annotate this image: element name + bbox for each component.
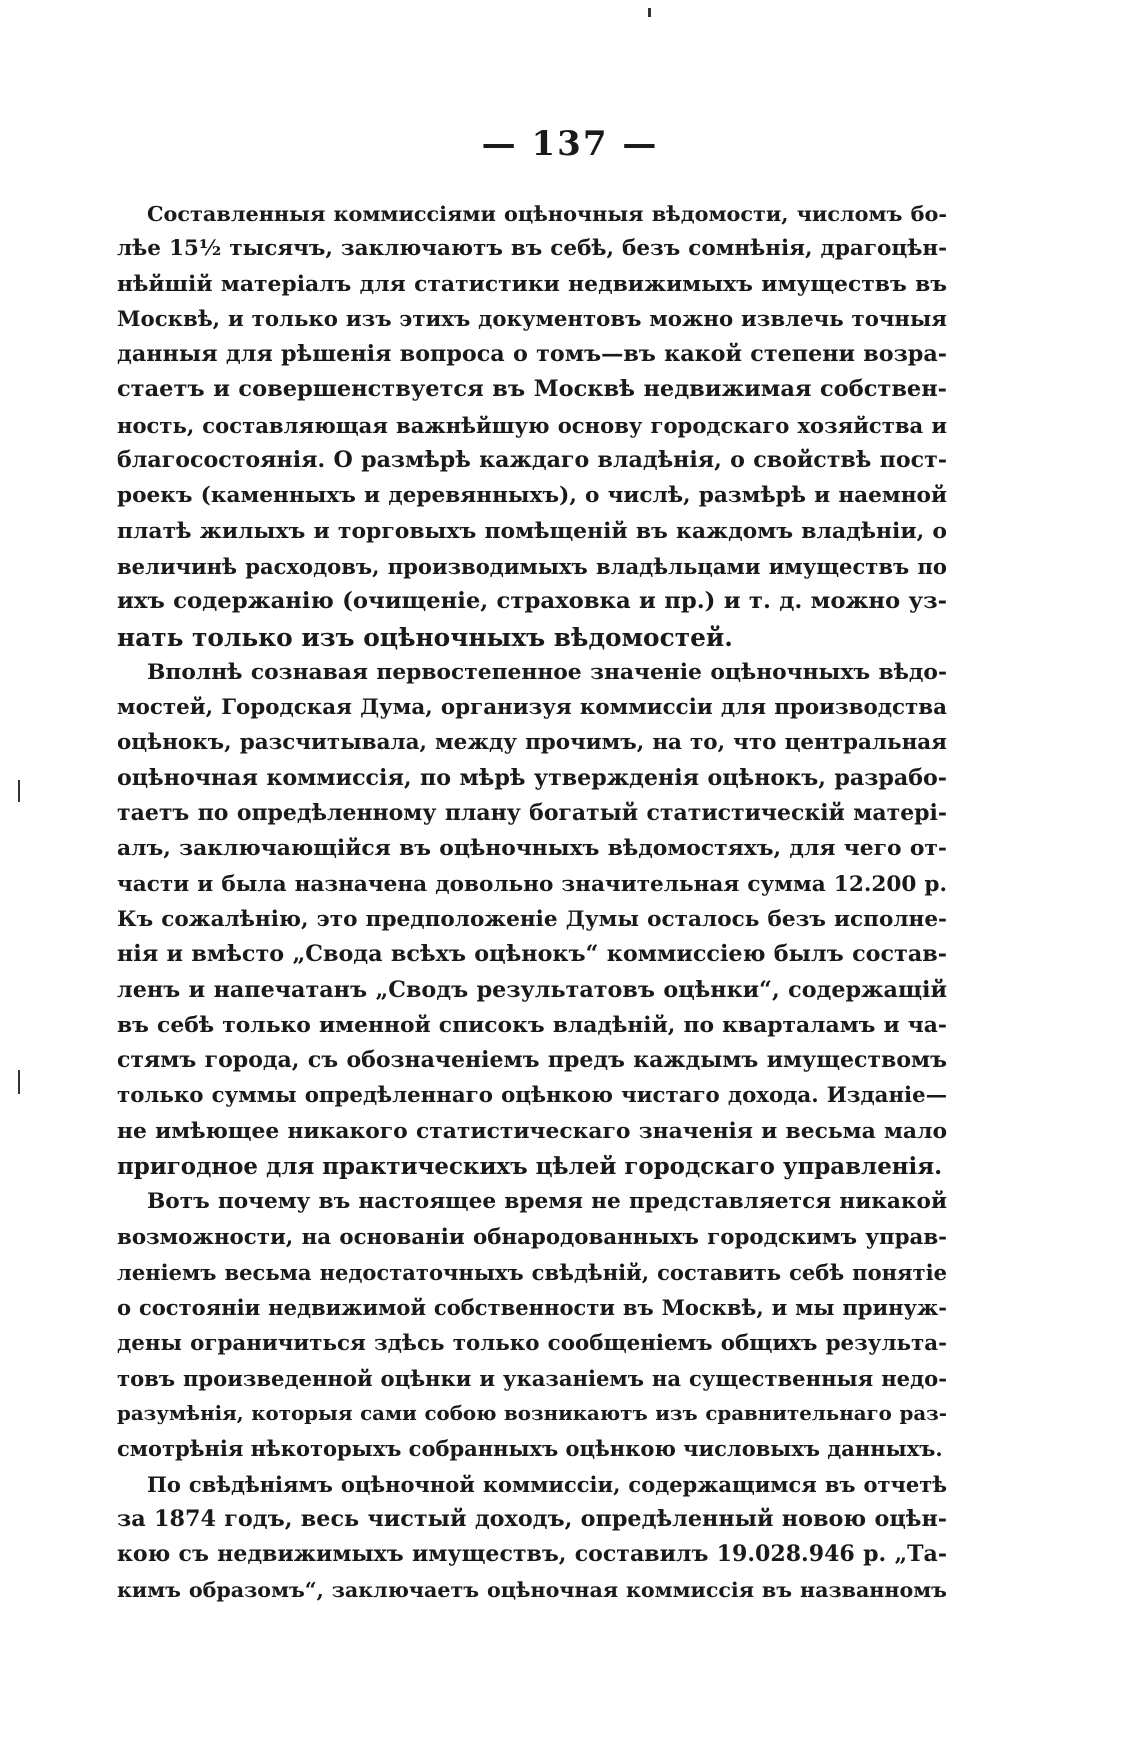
paragraph xyxy=(117,655,947,1184)
text-line: Вотъ почему въ настоящее время не представляется никакой xyxy=(147,1189,947,1215)
text-line: нѣйшій матеріалъ для статистики недвижимыхъ имуществъ въ xyxy=(117,270,947,297)
text-line: кимъ образомъ“, заключаетъ оцѣночная коммиссія въ названномъ xyxy=(117,1577,947,1602)
text-line: Къ сожалѣнію, это предположеніе Думы осталось безъ исполне- xyxy=(117,906,947,932)
page-number: — 137 — xyxy=(481,124,659,164)
body-text xyxy=(117,196,947,1608)
text-line: По свѣдѣніямъ оцѣночной коммиссіи, содержащимся въ отчетѣ xyxy=(147,1471,947,1497)
text-line: ленъ и напечатанъ „Сводъ результатовъ оцѣнки“, содержащій xyxy=(117,976,947,1003)
text-line: Москвѣ, и только изъ этихъ документовъ можно извлечь точныя xyxy=(117,306,947,332)
text-line: дены ограничиться здѣсь только сообщеніемъ общихъ результа- xyxy=(117,1330,947,1356)
text-line: товъ произведенной оцѣнки и указаніемъ на существенныя недо- xyxy=(117,1365,947,1391)
text-line: возможности, на основаніи обнародованныхъ городскимъ управ- xyxy=(117,1224,947,1250)
margin-mark xyxy=(18,1070,20,1094)
text-line: леніемъ весьма недостаточныхъ свѣдѣній, составить себѣ понятіе xyxy=(117,1259,947,1285)
paragraph xyxy=(117,1184,947,1466)
text-line: нать только изъ оцѣночныхъ вѣдомостей. xyxy=(117,622,733,652)
text-line: ихъ содержанію (очищеніе, страховка и пр.) и т. д. можно уз- xyxy=(117,588,947,615)
text-line: за 1874 годъ, весь чистый доходъ, опредѣленный новою оцѣн- xyxy=(117,1505,947,1532)
paragraph xyxy=(117,1467,947,1608)
text-line: разумѣнія, которыя сами собою возникаютъ изъ сравнительнаго раз- xyxy=(117,1401,947,1426)
text-line: не имѣющее никакого статистическаго значенія и весьма мало xyxy=(117,1118,947,1144)
text-line: мостей, Городская Дума, организуя коммиссіи для производства xyxy=(117,695,947,721)
text-line: смотрѣнія нѣкоторыхъ собранныхъ оцѣнкою числовыхъ данныхъ. xyxy=(117,1436,943,1462)
text-line: данныя для рѣшенія вопроса о томъ—въ какой степени возра- xyxy=(117,341,947,368)
text-line: стаетъ и совершенствуется въ Москвѣ недвижимая собствен- xyxy=(117,376,947,403)
text-line: о состояніи недвижимой собственности въ Москвѣ, и мы принуж- xyxy=(117,1295,947,1321)
text-line: алъ, заключающійся въ оцѣночныхъ вѣдомостяхъ, для чего от- xyxy=(117,835,947,862)
text-line: роекъ (каменныхъ и деревянныхъ), о числѣ, размѣрѣ и наемной xyxy=(117,483,947,509)
text-line: величинѣ расходовъ, производимыхъ владѣльцами имуществъ по xyxy=(117,553,947,579)
text-line: платѣ жилыхъ и торговыхъ помѣщеній въ каждомъ владѣніи, о xyxy=(117,517,947,544)
text-line: таетъ по опредѣленному плану богатый статистическій матері- xyxy=(117,800,947,827)
text-line: части и была назначена довольно значительная сумма 12.200 р. xyxy=(117,871,947,897)
text-line: благосостоянія. О размѣрѣ каждаго владѣнія, о свойствѣ пост- xyxy=(117,447,947,474)
text-line: пригодное для практическихъ цѣлей городскаго управленія. xyxy=(117,1153,943,1181)
text-line: ность, составляющая важнѣйшую основу городскаго хозяйства и xyxy=(117,412,947,438)
text-line: только суммы опредѣленнаго оцѣнкою чистаго дохода. Изданіе— xyxy=(117,1083,947,1109)
text-line: Составленныя коммиссіями оцѣночныя вѣдомости, числомъ бо- xyxy=(147,201,947,226)
text-line: въ себѣ только именной списокъ владѣній, по кварталамъ и ча- xyxy=(117,1011,947,1038)
text-line: стямъ города, съ обозначеніемъ предъ каждымъ имуществомъ xyxy=(117,1047,947,1074)
paragraph xyxy=(117,196,947,655)
text-line: лѣе 15½ тысячъ, заключаютъ въ себѣ, безъ сомнѣнія, драгоцѣн- xyxy=(117,236,947,262)
margin-mark xyxy=(18,780,20,802)
text-line: нія и вмѣсто „Свода всѣхъ оцѣнокъ“ коммиссіею былъ состав- xyxy=(117,941,947,968)
scan-speck xyxy=(648,8,651,17)
text-line: оцѣнокъ, разсчитывала, между прочимъ, на то, что центральная xyxy=(117,730,947,756)
text-line: оцѣночная коммиссія, по мѣрѣ утвержденія оцѣнокъ, разрабо- xyxy=(117,764,947,791)
text-line: Вполнѣ сознавая первостепенное значеніе оцѣночныхъ вѣдо- xyxy=(147,659,947,685)
text-line: кою съ недвижимыхъ имуществъ, составилъ 19.028.946 р. „Та- xyxy=(117,1541,947,1568)
